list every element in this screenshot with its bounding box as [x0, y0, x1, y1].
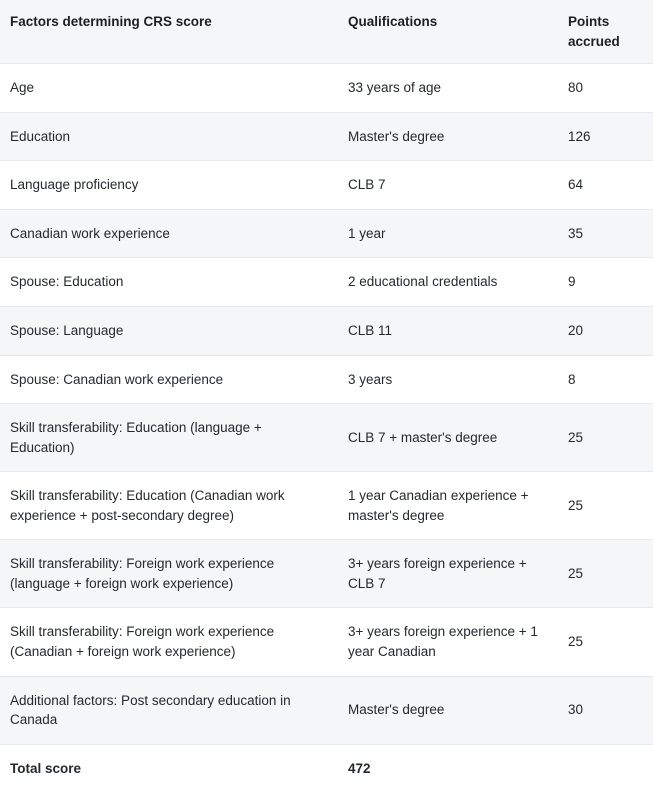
cell-factor: Language proficiency [0, 161, 338, 210]
cell-qualification: 1 year Canadian experience + master's degree [338, 472, 558, 540]
cell-factor: Skill transferability: Foreign work experience (Canadian + foreign work experience) [0, 608, 338, 676]
table-row [0, 355, 653, 404]
cell-points: 126 [558, 112, 653, 161]
table-row [0, 404, 653, 472]
table-row [0, 608, 653, 676]
cell-points: 35 [558, 209, 653, 258]
table-row [0, 540, 653, 608]
table-body [0, 64, 653, 793]
cell-points: 64 [558, 161, 653, 210]
cell-total-points [558, 744, 653, 792]
cell-qualification: 1 year [338, 209, 558, 258]
cell-factor: Canadian work experience [0, 209, 338, 258]
cell-factor: Skill transferability: Education (Canadian work experience + post-secondary degree) [0, 472, 338, 540]
cell-points: 25 [558, 540, 653, 608]
cell-points: 25 [558, 608, 653, 676]
cell-factor: Spouse: Canadian work experience [0, 355, 338, 404]
cell-qualification: 33 years of age [338, 64, 558, 113]
cell-factor: Additional factors: Post secondary education in Canada [0, 676, 338, 744]
cell-qualification: 2 educational credentials [338, 258, 558, 307]
cell-total-score: 472 [338, 744, 558, 792]
table-row [0, 209, 653, 258]
cell-points: 8 [558, 355, 653, 404]
cell-factor: Education [0, 112, 338, 161]
cell-factor: Skill transferability: Education (language + Education) [0, 404, 338, 472]
table-row [0, 306, 653, 355]
cell-points: 30 [558, 676, 653, 744]
table-row [0, 676, 653, 744]
cell-qualification: Master's degree [338, 676, 558, 744]
cell-qualification: CLB 7 + master's degree [338, 404, 558, 472]
column-header-points: Points accrued [558, 0, 653, 64]
column-header-qualification: Qualifications [338, 0, 558, 64]
cell-factor: Spouse: Language [0, 306, 338, 355]
cell-points: 25 [558, 404, 653, 472]
cell-qualification: CLB 11 [338, 306, 558, 355]
cell-factor: Spouse: Education [0, 258, 338, 307]
cell-points: 80 [558, 64, 653, 113]
table-total-row [0, 744, 653, 792]
cell-qualification: CLB 7 [338, 161, 558, 210]
table-row [0, 112, 653, 161]
cell-total-label: Total score [0, 744, 338, 792]
cell-factor: Age [0, 64, 338, 113]
cell-points: 9 [558, 258, 653, 307]
cell-qualification: Master's degree [338, 112, 558, 161]
table-header [0, 0, 653, 64]
column-header-factor: Factors determining CRS score [0, 0, 338, 64]
cell-qualification: 3+ years foreign experience + CLB 7 [338, 540, 558, 608]
cell-factor: Skill transferability: Foreign work experience (language + foreign work experience) [0, 540, 338, 608]
cell-points: 25 [558, 472, 653, 540]
table-row [0, 258, 653, 307]
table-row [0, 472, 653, 540]
cell-qualification: 3 years [338, 355, 558, 404]
cell-points: 20 [558, 306, 653, 355]
table-row [0, 64, 653, 113]
table-header-row [0, 0, 653, 64]
table-row [0, 161, 653, 210]
cell-qualification: 3+ years foreign experience + 1 year Canadian [338, 608, 558, 676]
